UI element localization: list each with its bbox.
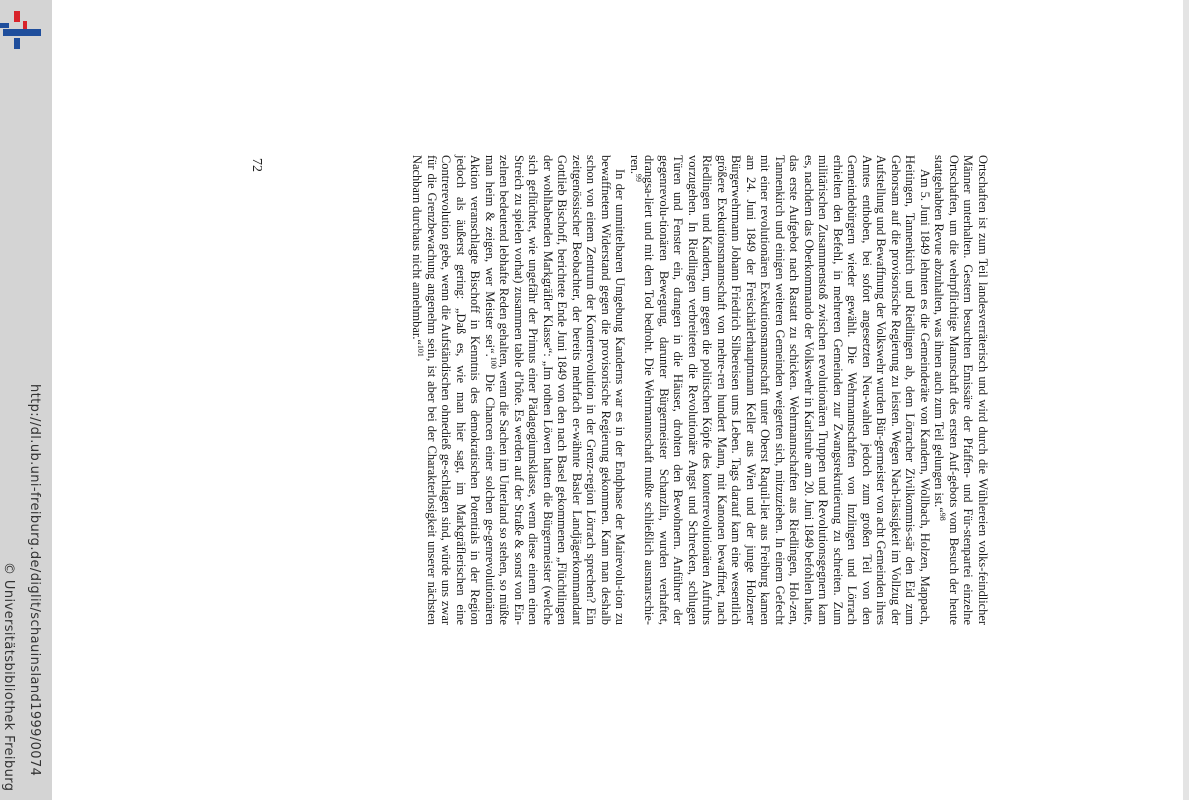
page-body-text — [295, 155, 990, 625]
footnote-ref-100[interactable]: 100 — [489, 356, 499, 369]
page-number: 72 — [249, 158, 264, 172]
viewer-sidebar-strip — [0, 0, 52, 800]
copyright-notice: © Universitätsbibliothek Freiburg — [1, 562, 16, 792]
footnote-ref-101[interactable]: 101 — [416, 344, 426, 357]
university-library-logo-icon[interactable] — [0, 8, 48, 52]
footnote-ref-99[interactable]: 99 — [634, 173, 644, 182]
footnote-ref-98[interactable]: 98 — [938, 512, 948, 521]
paragraph-1: Ortschaften ist zum Teil landesverräterisch und wird durch die Wühlereien volks-feindlicher Männer unterhalten. Gestern besuchten Emissäre der Pfaffen- und Für-stenpartei einzelne Ortschaften, um die wehrpflichtige Mannschaft des ersten Auf-gebots vom Besuch der heute stattgehabten Revue abzuhalten, was ihnen auch zum Teil gelungen ist.“$^{98}$ — [932, 155, 990, 625]
paragraph-2: Am 5. Juni 1849 lehnten es die Gemeinderäte von Kandern, Wollbach, Holzen, Mappach, Heitingen, Tannenkirch und Riedlingen ab, dem Lörracher Zivilkommis-sär den Eid zum Gehorsam auf die provisorische Regierung zu leisten. Wegen Nach-lässigkeit im Vollzug der Aufstellung und Bewaffnung der Volkswehr wurden Bür-germeister von acht Gemeinden ihres Amtes enthoben, bei sofort angesetzten Neu-wahlen jedoch zum großen Teil von den Gemeindebürgern wieder gewählt. Die Wehrmannschaften von Inzlingen und Lörrach erhielten den Befehl, in mehreren Gemeinden zur Zwangsrekrutierung zu schreiten. Zum militärischen Zusammenstoß zwischen revolutionären Truppen und Revolutionsgegnern kam es, nachdem das Oberkommando der Volkswehr in Karlsruhe am 20. Juni 1849 befohlen hatte, das erste Aufgebot nach Rastatt zu schicken. Wehrmannschaften aus Riedlingen, Hol-zen, Tannenkirch und einigen weiteren Gemeinden weigerten sich, mitzuziehen. In einem Gefecht mit einer revolutionären Exekutionsmannschaft unter Oberst Raquil-liet aus Freiburg kamen am 24. Juni 1849 der Freischärlerhauptmann Keller aus Wien und der junge Holzener Bürgerwehrmann Johann Friedrich Silbereisen ums Leben. Tags darauf kam eine wesentlich größere Exekutionsmannschaft von mehre-ren hundert Mann, mit Kanonen bewaffnet, nach Riedlingen und Kandern, um gegen die politischen Köpfe des konterrevolutionären Aufruhrs vorzugehen. In Riedlingen verbreiteten die Revolutionäre Angst und Schrecken, schlugen Türen und Fenster ein, drangen in die Häuser, drohten den Bewohnern. Anführer der gegenrevolu-tionären Bewegung, darunter Bürgermeister Schanzlin, wurden verhaftet, drangsa-liert und mit dem Tod bedroht. Die Wehrmannschaft mußte schließlich ausmarschie-ren.$^{99}$ — [628, 155, 932, 625]
source-url[interactable]: http://dl.ub.uni-freiburg.de/diglit/schauinsland1999/0074 — [27, 384, 42, 777]
page-edge-shadow — [1183, 0, 1189, 800]
paragraph-3: In der unmittelbaren Umgebung Kanderns war es in der Endphase der Mairevolu-tion zu bewaffnetem Widerstand gegen die provisorische Regierung gekommen. Kann man deshalb schon von einem Zentrum der Konterrevolution in der Grenz-region Lörrach sprechen? Ein zeitgenössischer Beobachter, der bereits mehrfach er-wähnte Basler Landjägerkommandant Gottlieb Bischoff, berichtete Ende Juni 1849 von den nach Basel gekommenen „Flüchtlingen der wohlhabenden Markgräfler Klasse“: „Im rothen Löwen hatten die Bürgermeister (welche sich geflüchtet, wie ungefähr der Primus einer Pädagogiumsklasse, wenn diese einem einen Streich zu spielen vorhat) zusammen table d’hôte. Es werden auf der Straße & sonst von Ein-zelnen bedeutend lebhafte Reden gehalten, wenn die Sachen im Unterland so stehen, so müßte man heim & zeigen, wer Meister sei“.$^{100}$ Die Chancen einer solchen ge-genrevolutionären Aktion veranschlagte Bischoff in Kenntnis des demokratischen Potentials in der Region jedoch als äußerst gering: „Daß es, wie man hier sagt, im Markgräflerischen eine Contrerevolution gebe, wenn die Aufständischen ohnedieß ge-schlagen sind, würde uns zwar für die Grenzbewachung angenehm sein, ist aber bei der Charakterlosigkeit unserer nächsten Nachbarn durchaus nicht annehmbar.“$^{101}$ — [410, 155, 628, 625]
